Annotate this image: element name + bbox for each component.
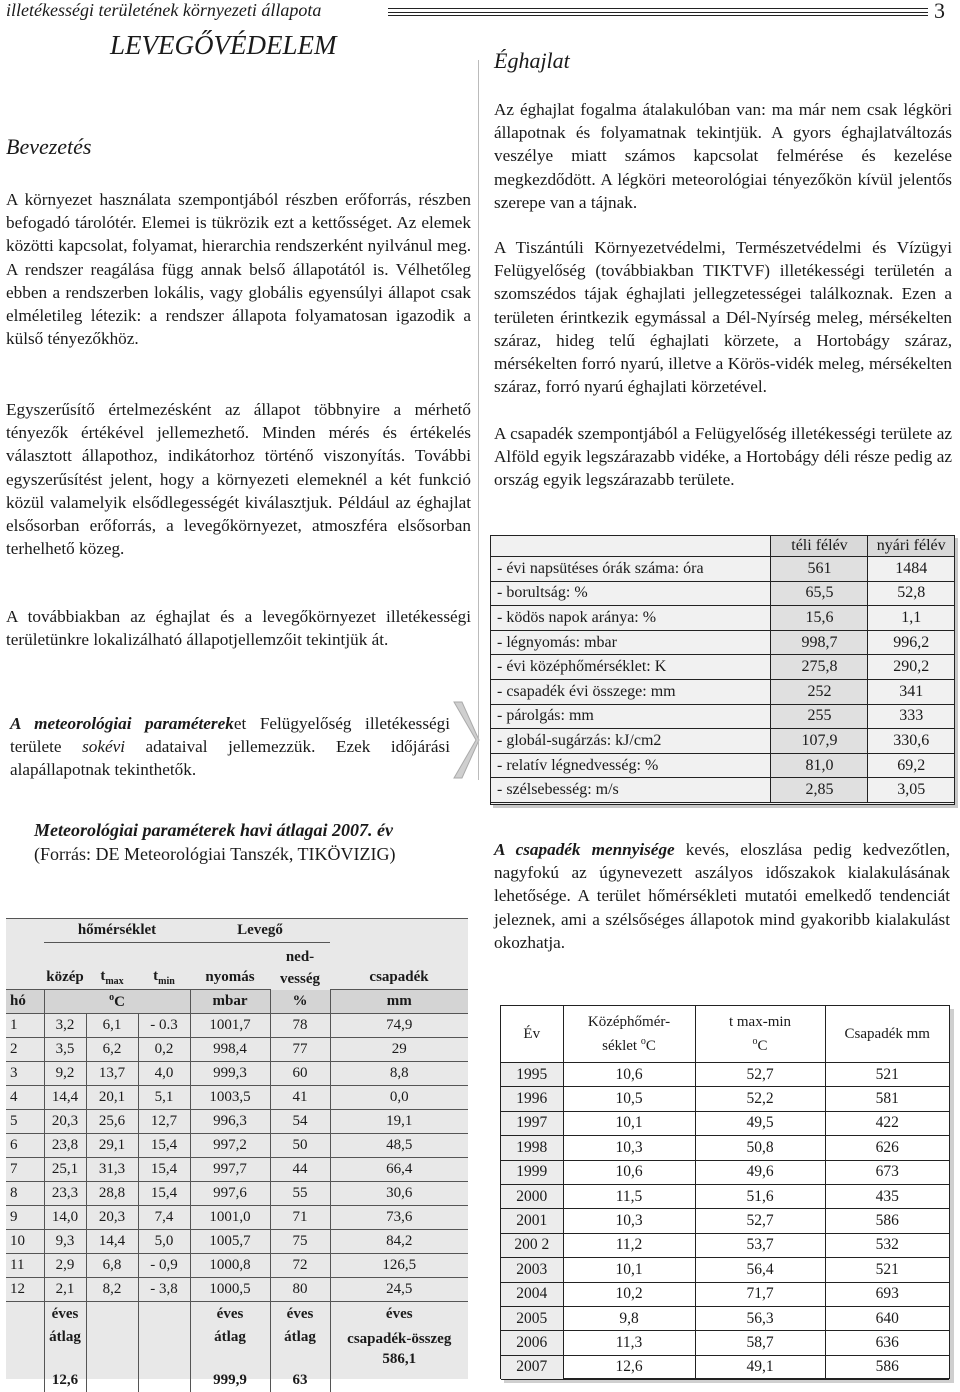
table-cell: 51,6	[695, 1184, 825, 1208]
header-rule	[388, 15, 928, 16]
table-cell: 30,6	[330, 1182, 468, 1206]
table-cell: 561	[771, 557, 868, 582]
table-cell: 586	[825, 1355, 949, 1379]
month-number: 3	[6, 1062, 44, 1086]
table-cell: 275,8	[771, 655, 868, 680]
superscript: o	[109, 992, 114, 1003]
monthly-table-box	[6, 918, 468, 1379]
table-cell: 255	[771, 704, 868, 729]
table-cell: 997,7	[190, 1158, 270, 1182]
column-header-text: t max-min	[729, 1014, 791, 1030]
table-cell: 80	[270, 1278, 330, 1302]
footer-value: 999,9	[191, 1372, 270, 1389]
table-cell: 636	[825, 1331, 949, 1355]
column-header: csapadék	[330, 966, 468, 990]
table-cell: 8,2	[86, 1278, 138, 1302]
year-cell: 2006	[501, 1331, 563, 1355]
column-header	[86, 966, 138, 990]
table-cell: 1003,5	[190, 1086, 270, 1110]
table-cell: 65,5	[771, 581, 868, 606]
table-cell: 77	[270, 1038, 330, 1062]
footer-label: éves	[331, 1306, 469, 1323]
table-row	[6, 1086, 468, 1110]
table-cell: 10,6	[563, 1063, 695, 1087]
table-cell: 10,1	[563, 1111, 695, 1135]
table-cell: 15,4	[138, 1158, 190, 1182]
table-cell: 107,9	[771, 729, 868, 754]
section-heading-climate: Éghajlat	[494, 48, 570, 74]
table-row	[6, 1110, 468, 1134]
table-cell: 586	[825, 1209, 949, 1233]
table-cell: 9,2	[44, 1062, 86, 1086]
table-cell: 1001,7	[190, 1014, 270, 1038]
footer-label: csapadék-összeg	[331, 1329, 469, 1349]
table-cell: 15,6	[771, 606, 868, 631]
table-cell: 290,2	[868, 655, 954, 680]
table-cell	[138, 1302, 190, 1392]
table-cell: 20,3	[86, 1206, 138, 1230]
text-span: et Felügyelőség illetékességi területe	[10, 714, 450, 756]
climate-paragraph-3: A csapadék szempontjából a Felügyelőség illetékességi területe az Alföld egyik legszárazabb vidéke, a Hortobágy déli része pedig az ország egyik legszárazabb területe.	[494, 422, 952, 492]
table-cell	[6, 919, 44, 943]
table-cell	[44, 943, 86, 967]
monthly-table	[6, 919, 468, 1392]
table-row	[6, 1134, 468, 1158]
table-cell	[190, 943, 270, 967]
year-cell: 2005	[501, 1306, 563, 1330]
table-cell: 19,1	[330, 1110, 468, 1134]
table-cell: 20,1	[86, 1086, 138, 1110]
table-row	[6, 1206, 468, 1230]
row-label: - párolgás: mm	[491, 704, 771, 729]
table-cell: 66,4	[330, 1158, 468, 1182]
footer-cell	[190, 1302, 270, 1392]
unit-cell: mm	[330, 990, 468, 1014]
table-cell: 640	[825, 1306, 949, 1330]
table-cell: 673	[825, 1160, 949, 1184]
column-header: nyomás	[190, 966, 270, 990]
table-header-row	[6, 966, 468, 990]
table-cell: 60	[270, 1062, 330, 1086]
table-cell: 23,3	[44, 1182, 86, 1206]
column-header	[695, 1006, 825, 1063]
table-cell: - 0.3	[138, 1014, 190, 1038]
season-table-box	[490, 535, 955, 805]
table-row	[491, 557, 954, 582]
table-cell: 71,7	[695, 1282, 825, 1306]
table-cell: 6,1	[86, 1014, 138, 1038]
table-cell: 10,3	[563, 1209, 695, 1233]
unit-cell: %	[270, 990, 330, 1014]
table-row	[6, 1230, 468, 1254]
table-cell: 20,3	[44, 1110, 86, 1134]
monthly-table-source: (Forrás: DE Meteorológiai Tanszék, TIKÖVIZIG)	[34, 844, 395, 865]
chevron-right-icon	[452, 700, 480, 780]
table-cell: 4,0	[138, 1062, 190, 1086]
table-cell: 0,0	[330, 1086, 468, 1110]
table-row	[501, 1160, 949, 1184]
table-cell	[86, 1302, 138, 1392]
month-number: 4	[6, 1086, 44, 1110]
footer-value: 12,6	[45, 1372, 86, 1389]
row-label: - ködös napok aránya: %	[491, 606, 771, 631]
table-cell: 5,1	[138, 1086, 190, 1110]
row-label: - légnyomás: mbar	[491, 630, 771, 655]
table-cell: 0,2	[138, 1038, 190, 1062]
table-cell: 10,3	[563, 1136, 695, 1160]
month-number: 11	[6, 1254, 44, 1278]
table-cell	[491, 536, 771, 557]
table-row	[491, 630, 954, 655]
table-cell: 8,8	[330, 1062, 468, 1086]
table-cell	[6, 1302, 44, 1392]
table-cell: 126,5	[330, 1254, 468, 1278]
table-cell: 10,5	[563, 1087, 695, 1111]
table-cell: 48,5	[330, 1134, 468, 1158]
row-label: - évi középhőmérséklet: K	[491, 655, 771, 680]
table-cell: 13,7	[86, 1062, 138, 1086]
column-header: téli félév	[771, 536, 868, 557]
table-cell: 2,9	[44, 1254, 86, 1278]
table-cell: 25,6	[86, 1110, 138, 1134]
table-cell: 2,1	[44, 1278, 86, 1302]
table-row	[501, 1087, 949, 1111]
table-cell: 14,4	[44, 1086, 86, 1110]
year-cell: 1998	[501, 1136, 563, 1160]
unit-cell: hó	[6, 990, 44, 1014]
table-cell: 996,2	[868, 630, 954, 655]
table-cell	[138, 943, 190, 967]
table-cell: 6,2	[86, 1038, 138, 1062]
table-cell: 28,8	[86, 1182, 138, 1206]
unit-cell	[44, 990, 190, 1014]
year-cell: 2004	[501, 1282, 563, 1306]
table-cell: 9,8	[563, 1306, 695, 1330]
table-cell: 29	[330, 1038, 468, 1062]
table-cell: 41	[270, 1086, 330, 1110]
table-cell: 997,6	[190, 1182, 270, 1206]
precip-paragraph	[494, 838, 950, 954]
year-cell: 2007	[501, 1355, 563, 1379]
table-cell: 3,05	[868, 778, 954, 803]
footer-label: éves	[191, 1306, 270, 1323]
row-label: - relatív légnedvesség: %	[491, 753, 771, 778]
table-header-row	[491, 536, 954, 557]
superscript: o	[641, 1036, 646, 1047]
intro-paragraph-1: A környezet használata szempontjából részben erőforrás, részben befogadó tárolótér. Elemei is tükrözik ezt a kettősséget. Az elemek közötti kapcsolat, folyamat, hierarchia rendszerként nyilvánul meg. A rendszer reagálása függ annak belső állapotától is. Vélhetőleg ebben a rendszerben lokális, vagy globális egyensúlyi állapot csak elméletileg létezik: a rendszer állapota folyamatosan igazodik a külső tényezőkhöz.	[6, 188, 471, 350]
table-cell: 998,7	[771, 630, 868, 655]
table-row	[491, 679, 954, 704]
column-divider	[478, 60, 479, 780]
year-cell: 2000	[501, 1184, 563, 1208]
year-cell: 200 2	[501, 1233, 563, 1257]
season-table	[491, 536, 954, 803]
table-cell: 14,4	[86, 1230, 138, 1254]
table-cell: 1005,7	[190, 1230, 270, 1254]
emphasis-text: A csapadék mennyisége	[494, 840, 675, 859]
page-title: LEVEGŐVÉDELEM	[110, 30, 336, 61]
column-header: közép	[44, 966, 86, 990]
table-cell: 996,3	[190, 1110, 270, 1134]
table-row	[491, 753, 954, 778]
table-cell: 3,2	[44, 1014, 86, 1038]
table-row	[501, 1258, 949, 1282]
table-row	[501, 1209, 949, 1233]
table-cell: 49,1	[695, 1355, 825, 1379]
unit-text: C	[114, 994, 125, 1010]
table-cell: 2,85	[771, 778, 868, 803]
table-cell: 422	[825, 1111, 949, 1135]
table-row	[501, 1136, 949, 1160]
table-cell: 73,6	[330, 1206, 468, 1230]
column-header: Csapadék mm	[825, 1006, 949, 1063]
column-header: ned-vesség	[270, 943, 330, 990]
table-cell: 5,0	[138, 1230, 190, 1254]
column-header	[138, 966, 190, 990]
table-cell: 44	[270, 1158, 330, 1182]
table-cell: 29,1	[86, 1134, 138, 1158]
table-cell: 12,6	[563, 1355, 695, 1379]
table-cell: 626	[825, 1136, 949, 1160]
table-cell: 15,4	[138, 1182, 190, 1206]
table-header-row	[6, 943, 468, 967]
table-row	[491, 581, 954, 606]
table-cell: 56,4	[695, 1258, 825, 1282]
table-row	[501, 1282, 949, 1306]
table-cell: 693	[825, 1282, 949, 1306]
table-cell: 1,1	[868, 606, 954, 631]
table-units-row	[6, 990, 468, 1014]
table-cell	[6, 966, 44, 990]
footer-label: éves	[271, 1306, 330, 1323]
table-cell: 10,6	[563, 1160, 695, 1184]
table-cell: 25,1	[44, 1158, 86, 1182]
table-row	[501, 1355, 949, 1379]
table-cell: 532	[825, 1233, 949, 1257]
table-cell: 52,8	[868, 581, 954, 606]
footer-cell	[330, 1302, 468, 1392]
table-cell: 53,7	[695, 1233, 825, 1257]
table-cell	[6, 943, 44, 967]
table-row	[6, 1062, 468, 1086]
footer-value: 63	[271, 1372, 330, 1389]
table-cell: 11,3	[563, 1331, 695, 1355]
table-cell: 14,0	[44, 1206, 86, 1230]
table-cell: 31,3	[86, 1158, 138, 1182]
table-row	[501, 1233, 949, 1257]
intro-paragraph-3: A továbbiakban az éghajlat és a levegőkörnyezet illetékességi területünkre lokalizálható állapotjellemzőit tekintjük át.	[6, 605, 471, 651]
row-label: - évi napsütéses órák száma: óra	[491, 557, 771, 582]
table-cell: 330,6	[868, 729, 954, 754]
table-row	[6, 1254, 468, 1278]
table-cell: 10,2	[563, 1282, 695, 1306]
table-cell: 23,8	[44, 1134, 86, 1158]
subscript: max	[105, 976, 123, 987]
table-cell: 10,1	[563, 1258, 695, 1282]
superscript: o	[752, 1036, 757, 1047]
yearly-table	[501, 1006, 949, 1380]
table-cell	[330, 919, 468, 943]
table-cell: 3,5	[44, 1038, 86, 1062]
row-label: - szélsebesség: m/s	[491, 778, 771, 803]
unit-text: C	[646, 1038, 656, 1054]
year-cell: 1999	[501, 1160, 563, 1184]
footer-cell	[44, 1302, 86, 1392]
page-number: 3	[934, 0, 945, 24]
table-cell: 998,4	[190, 1038, 270, 1062]
table-row	[6, 1182, 468, 1206]
footer-label: átlag	[191, 1329, 270, 1346]
table-cell: 56,3	[695, 1306, 825, 1330]
text-span: kevés, eloszlása pedig kedvezőtlen, nagyfokú az úgynevezett aszályos időszakok kialakulásának lehetősége. A terület hőmérsékleti mutatói emelkedő tendenciát jeleznek, ami a szélsőséges állapotok mind gyakoribb kialakulást okozhatja.	[494, 840, 950, 952]
table-cell: 252	[771, 679, 868, 704]
table-header-row	[6, 919, 468, 943]
table-cell: - 0,9	[138, 1254, 190, 1278]
column-header	[563, 1006, 695, 1063]
table-row	[6, 1278, 468, 1302]
table-cell: 9,3	[44, 1230, 86, 1254]
table-cell: 997,2	[190, 1134, 270, 1158]
table-cell: 69,2	[868, 753, 954, 778]
monthly-table-title: Meteorológiai paraméterek havi átlagai 2007. év	[34, 820, 393, 841]
table-cell: 999,3	[190, 1062, 270, 1086]
row-label: - globál-sugárzás: kJ/cm2	[491, 729, 771, 754]
table-cell: 7,4	[138, 1206, 190, 1230]
header-rule	[388, 8, 928, 13]
table-row	[491, 606, 954, 631]
climate-paragraph-2: A Tiszántúli Környezetvédelmi, Természetvédelmi és Vízügyi Felügyelőség (továbbiakban TIKTVF) illetékességi területén a szomszédos tájak éghajlati jellegzetességei találkoznak. Ezen a területen érintkezik egymással a Dél-Nyírség meleg, mérsékelten száraz, hideg telű éghajlati körzete, a Hortobágy száraz, mérsékelten forró nyarú, illetve a Körös-vidék meleg, mérsékelten száraz, forró nyarú éghajlati körzetével.	[494, 236, 952, 398]
month-number: 6	[6, 1134, 44, 1158]
table-row	[491, 704, 954, 729]
table-cell: 435	[825, 1184, 949, 1208]
row-label: - borultság: %	[491, 581, 771, 606]
intro-paragraph-4	[10, 712, 450, 782]
footer-label: átlag	[45, 1329, 86, 1346]
table-cell: 72	[270, 1254, 330, 1278]
table-cell: 49,5	[695, 1111, 825, 1135]
month-number: 9	[6, 1206, 44, 1230]
column-group-header: hőmérséklet	[44, 919, 190, 943]
column-header: nyári félév	[868, 536, 954, 557]
table-cell: 581	[825, 1087, 949, 1111]
footer-label: átlag	[271, 1329, 330, 1346]
table-row	[491, 655, 954, 680]
table-cell: 1000,8	[190, 1254, 270, 1278]
table-cell: 78	[270, 1014, 330, 1038]
intro-paragraph-2: Egyszerűsítő értelmezésként az állapot többnyire a mérhető tényezők értékével jellemezhető. Minden mérés és értékelés választott állapothoz, indikátorhoz történő viszonyítás. További egyszerűsítést jelent, hogy a környezeti elemeknél a két funkció közül valamelyik elsődlegességét kiválasztjuk. Például az éghajlat elsősorban erőforrás, a levegőkörnyezet, atmoszféra elsősorban terhelhető közeg.	[6, 398, 471, 560]
table-cell: 1001,0	[190, 1206, 270, 1230]
table-row	[501, 1306, 949, 1330]
table-row	[6, 1014, 468, 1038]
table-cell: 333	[868, 704, 954, 729]
year-cell: 1995	[501, 1063, 563, 1087]
column-header-text: t	[100, 968, 105, 984]
footer-label: éves	[45, 1306, 86, 1323]
table-cell: 54	[270, 1110, 330, 1134]
climate-paragraph-1: Az éghajlat fogalma átalakulóban van: ma már nem csak légköri állapotnak és folyamatnak tekintjük. A gyors éghajlatváltozás veszélye miatt számos kapcsolat felmérése és kezelése megkezdődött. A légköri meteorológiai tényezőkön kívül jelentős szerepe van a tájnak.	[494, 98, 952, 214]
emphasis-text: A meteorológiai paraméterek	[10, 714, 234, 733]
table-row	[501, 1184, 949, 1208]
table-row	[6, 1158, 468, 1182]
table-cell: 84,2	[330, 1230, 468, 1254]
month-number: 10	[6, 1230, 44, 1254]
footer-value: 586,1	[331, 1351, 469, 1368]
text-span: adataival jellemezzük. Ezek időjárási alapállapotnak tekinthetők.	[10, 737, 450, 779]
table-cell: 24,5	[330, 1278, 468, 1302]
unit-text: C	[757, 1038, 767, 1054]
table-cell: 12,7	[138, 1110, 190, 1134]
table-cell: 52,2	[695, 1087, 825, 1111]
table-cell: 52,7	[695, 1209, 825, 1233]
month-number: 5	[6, 1110, 44, 1134]
footer-cell	[270, 1302, 330, 1392]
year-cell: 1996	[501, 1087, 563, 1111]
table-cell: 49,6	[695, 1160, 825, 1184]
table-header-row	[501, 1006, 949, 1063]
column-header-text: Középhőmér-séklet	[588, 1014, 670, 1054]
table-cell	[86, 943, 138, 967]
table-cell: 50,8	[695, 1136, 825, 1160]
month-number: 2	[6, 1038, 44, 1062]
month-number: 8	[6, 1182, 44, 1206]
table-cell: 71	[270, 1206, 330, 1230]
table-cell: - 3,8	[138, 1278, 190, 1302]
table-row	[491, 729, 954, 754]
table-row	[501, 1111, 949, 1135]
emphasis-text: sokévi	[82, 737, 125, 756]
table-cell	[330, 943, 468, 967]
table-cell: 1484	[868, 557, 954, 582]
table-cell: 50	[270, 1134, 330, 1158]
running-header: illetékességi területének környezeti állapota	[6, 0, 321, 21]
table-cell: 55	[270, 1182, 330, 1206]
table-cell: 75	[270, 1230, 330, 1254]
table-row	[491, 778, 954, 803]
table-cell: 11,5	[563, 1184, 695, 1208]
subscript: min	[158, 976, 175, 987]
unit-cell: mbar	[190, 990, 270, 1014]
table-cell: 341	[868, 679, 954, 704]
year-cell: 2003	[501, 1258, 563, 1282]
year-cell: 1997	[501, 1111, 563, 1135]
table-row	[6, 1038, 468, 1062]
table-cell: 52,7	[695, 1063, 825, 1087]
column-header-text: t	[153, 968, 158, 984]
table-cell: 6,8	[86, 1254, 138, 1278]
table-cell: 58,7	[695, 1331, 825, 1355]
yearly-table-box	[500, 1005, 950, 1379]
table-row	[501, 1331, 949, 1355]
year-cell: 2001	[501, 1209, 563, 1233]
table-cell: 521	[825, 1063, 949, 1087]
month-number: 1	[6, 1014, 44, 1038]
table-footer-row	[6, 1302, 468, 1392]
table-cell: 11,2	[563, 1233, 695, 1257]
month-number: 7	[6, 1158, 44, 1182]
table-cell: 74,9	[330, 1014, 468, 1038]
table-cell: 81,0	[771, 753, 868, 778]
row-label: - csapadék évi összege: mm	[491, 679, 771, 704]
table-row	[501, 1063, 949, 1087]
section-heading-intro: Bevezetés	[6, 134, 92, 160]
table-cell: 521	[825, 1258, 949, 1282]
table-cell: 15,4	[138, 1134, 190, 1158]
table-cell: 1000,5	[190, 1278, 270, 1302]
column-group-header: Levegő	[190, 919, 330, 943]
month-number: 12	[6, 1278, 44, 1302]
column-header: Év	[501, 1006, 563, 1063]
